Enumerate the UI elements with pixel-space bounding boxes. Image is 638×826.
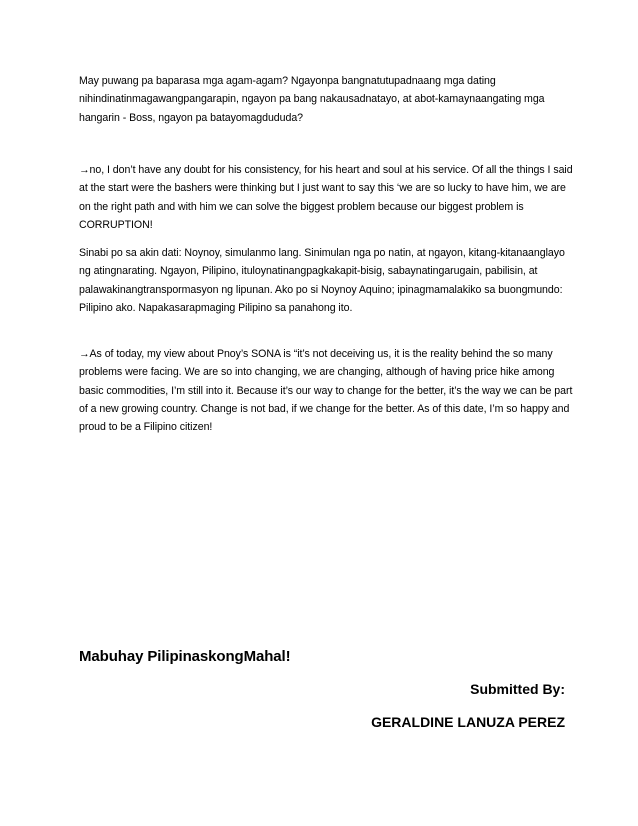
submitted-by-label: Submitted By: <box>470 681 565 697</box>
paragraph-view-today: →As of today, my view about Pnoy’s SONA is “it’s not deceiving us, it is the reality behind the so many problems were facing. We are so into changing, we are changing, although of having price hike among basic commodities, I’m still into it. Because it’s our way to change for the better, it’s the way we can be part of a new growing country. Change is not bad, if we change for the better. As of this date, I’m so happy and proud to be a Filipino citizen! <box>79 348 573 434</box>
closing-line: Mabuhay PilipinaskongMahal! <box>79 648 291 665</box>
author-name: GERALDINE LANUZA PEREZ <box>371 714 565 730</box>
paragraph-question: May puwang pa baparasa mga agam-agam? Ngayonpa bangnatutupadnaang mga dating nihindinatinmagawangpangarapin, ngayon pa bang nakausadnatayo, at abot-kamaynaangating mga hangarin - Boss, ngayon pa batayomagdududa? <box>79 75 545 124</box>
paragraph-response-doubt: →no, I don’t have any doubt for his consistency, for his heart and soul at his service. Of all the things I said at the start were the bashers were thinking but I just want to say this ‘we are so lucky to have him, we are on the right path and with him we can solve the biggest problem because our biggest problem is CORRUPTION! <box>79 164 573 231</box>
paragraph-sona-quote: Sinabi po sa akin dati: Noynoy, simulanmo lang. Sinimulan nga po natin, at ngayon, kitang-kitanaanglayo ng atingnarating. Ngayon, Pilipino, ituloynatinangpagkakapit-bisig, sabaynatingarugain, pabilisin, at palawakinangtranspormasyon ng lipunan. Ako po si Noynoy Aquino; ipinagmamalakiko sa buongmundo: Pilipino ako. Napakasarapmaging Pilipino sa panahong ito. <box>79 247 565 314</box>
